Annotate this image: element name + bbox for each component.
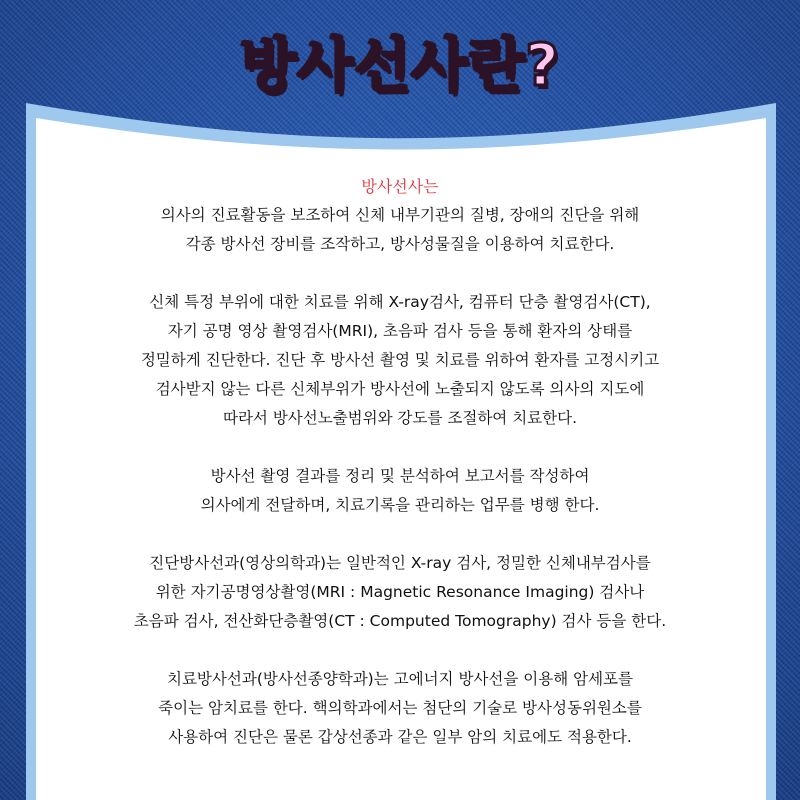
text-line: 의사의 진료활동을 보조하여 신체 내부기관의 질병, 장애의 진단을 위해 — [160, 206, 640, 224]
paragraph — [70, 201, 730, 259]
paragraph — [70, 288, 730, 433]
paragraph-gap — [70, 259, 730, 288]
text-line: 신체 특정 부위에 대한 치료를 위해 X-ray검사, 컴퓨터 단층 촬영검사(CT), — [149, 293, 651, 311]
paragraph — [70, 462, 730, 520]
section-heading: 방사선사는 — [361, 177, 439, 196]
text-line: 따라서 방사선노출범위와 강도를 조절하여 치료한다. — [222, 409, 578, 427]
text-line: 각종 방사선 장비를 조작하고, 방사성물질을 이용하여 치료한다. — [185, 235, 615, 253]
text-line: 사용하여 진단은 물론 갑상선종과 같은 일부 암의 치료에도 적용한다. — [168, 728, 632, 746]
text-line: 자기 공명 영상 촬영검사(MRI), 초음파 검사 등을 통해 환자의 상태를 — [167, 322, 633, 340]
text-line: 진단방사선과(영상의학과)는 일반적인 X-ray 검사, 정밀한 신체내부검사를 — [149, 554, 651, 572]
text-line: 정밀하게 진단한다. 진단 후 방사선 촬영 및 치료를 위하여 환자를 고정시키고 — [140, 351, 660, 369]
text-line: 방사선 촬영 결과를 정리 및 분석하여 보고서를 작성하여 — [210, 467, 590, 485]
text-line: 치료방사선과(방사선종양학과)는 고에너지 방사선을 이용해 암세포를 — [166, 670, 634, 688]
paragraph — [70, 549, 730, 636]
paragraph-gap — [70, 520, 730, 549]
text-line: 죽이는 암치료를 한다. 핵의학과에서는 첨단의 기술로 방사성동위원소를 — [158, 699, 642, 717]
text-line: 검사받지 않는 다른 신체부위가 방사선에 노출되지 않도록 의사의 지도에 — [155, 380, 645, 398]
content-text — [70, 172, 730, 752]
text-line: 위한 자기공명영상촬영(MRI : Magnetic Resonance Imaging) 검사나 — [155, 583, 645, 601]
paragraph-gap — [70, 433, 730, 462]
paragraph — [70, 665, 730, 752]
text-line: 초음파 검사, 전산화단층촬영(CT : Computed Tomography) 검사 등을 한다. — [133, 612, 667, 630]
paragraph-gap — [70, 636, 730, 665]
text-line: 의사에게 전달하며, 치료기록을 관리하는 업무를 병행 한다. — [200, 496, 600, 514]
page-title: 방사선사란? — [240, 31, 560, 99]
